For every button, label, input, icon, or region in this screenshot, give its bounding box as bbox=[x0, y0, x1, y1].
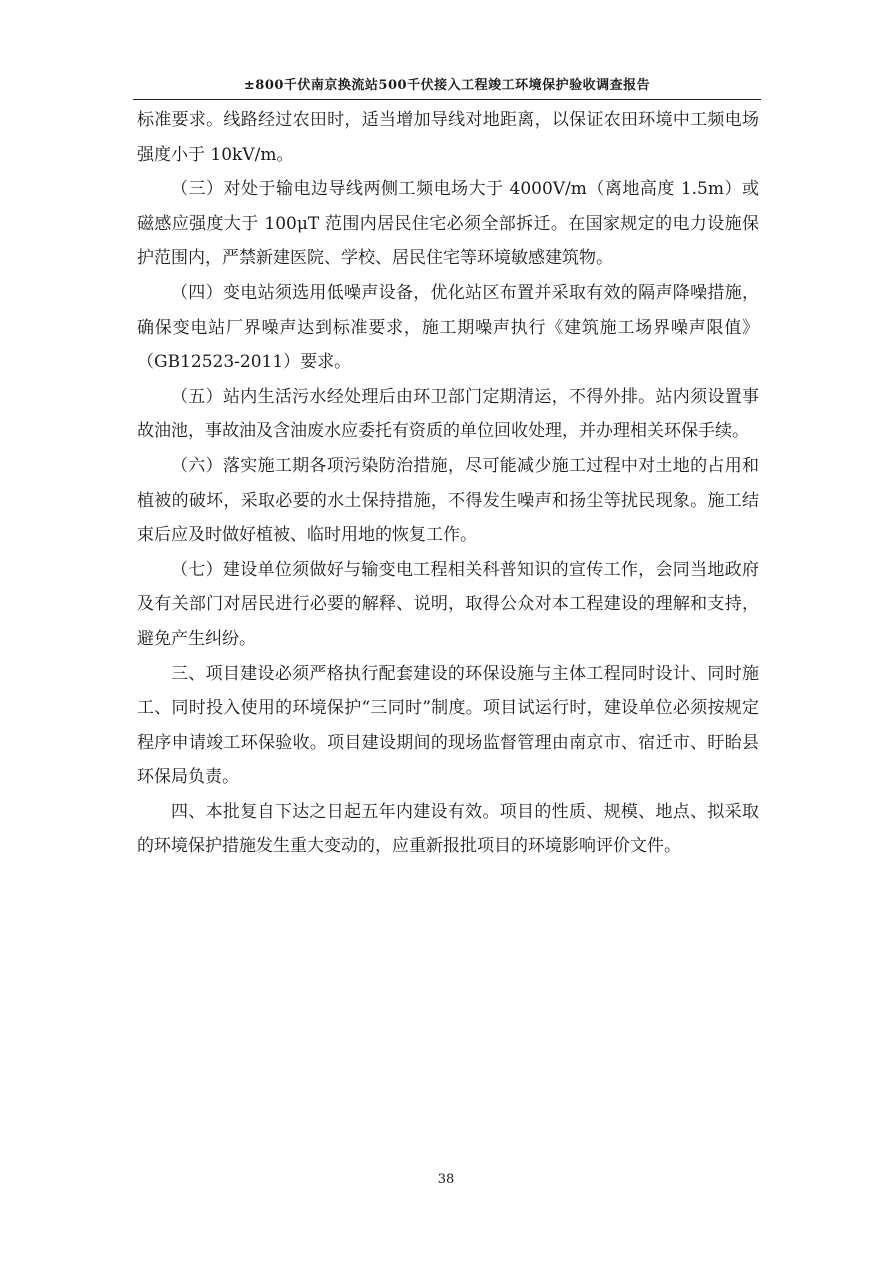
paragraph-section-3: 三、项目建设必须严格执行配套建设的环保设施与主体工程同时设计、同时施工、同时投入使用的环境保护“三同时”制度。项目试运行时，建设单位必须按规定程序申请竣工环保验收。项目建设期间的现场监督管理由南京市、宿迁市、盱眙县环保局负责。 bbox=[137, 663, 759, 788]
paragraph-section-4: 四、本批复自下达之日起五年内建设有效。项目的性质、规模、地点、拟采取的环境保护措施发生重大变动的，应重新报批项目的环境影响评价文件。 bbox=[137, 801, 759, 857]
paragraph-continuation: 标准要求。线路经过农田时，适当增加导线对地距离，以保证农田环境中工频电场强度小于 10kV/m。 bbox=[137, 110, 759, 165]
paragraph-item-4: （四）变电站须选用低噪声设备，优化站区布置并采取有效的隔声降噪措施，确保变电站厂界噪声达到标准要求，施工期噪声执行《建筑施工场界噪声限值》（GB12523-2011）要求。 bbox=[137, 282, 759, 373]
page-number: 38 bbox=[437, 1172, 455, 1187]
paragraph-item-7: （七）建设单位须做好与输变电工程相关科普知识的宣传工作，会同当地政府及有关部门对居民进行必要的解释、说明，取得公众对本工程建设的理解和支持，避免产生纠纷。 bbox=[137, 559, 759, 649]
body-text bbox=[137, 103, 759, 864]
paragraph-item-5: （五）站内生活污水经处理后由环卫部门定期清运，不得外排。站内须设置事故油池，事故油及含油废水应委托有资质的单位回收处理，并办理相关环保手续。 bbox=[137, 386, 759, 442]
paragraph-item-3: （三）对处于输电边导线两侧工频电场大于 4000V/m（离地高度 1.5m）或磁感应强度大于 100μT 范围内居民住宅必须全部拆迁。在国家规定的电力设施保护范围内，严禁新建医院、学校、居民住宅等环境敏感建筑物。 bbox=[137, 179, 759, 269]
paragraph-item-6: （六）落实施工期各项污染防治措施，尽可能减少施工过程中对土地的占用和植被的破坏，采取必要的水土保持措施，不得发生噪声和扬尘等扰民现象。施工结束后应及时做好植被、临时用地的恢复工作。 bbox=[137, 455, 759, 546]
header-divider bbox=[133, 99, 761, 100]
running-header: ±800千伏南京换流站500千伏接入工程竣工环境保护验收调查报告 bbox=[243, 78, 651, 93]
